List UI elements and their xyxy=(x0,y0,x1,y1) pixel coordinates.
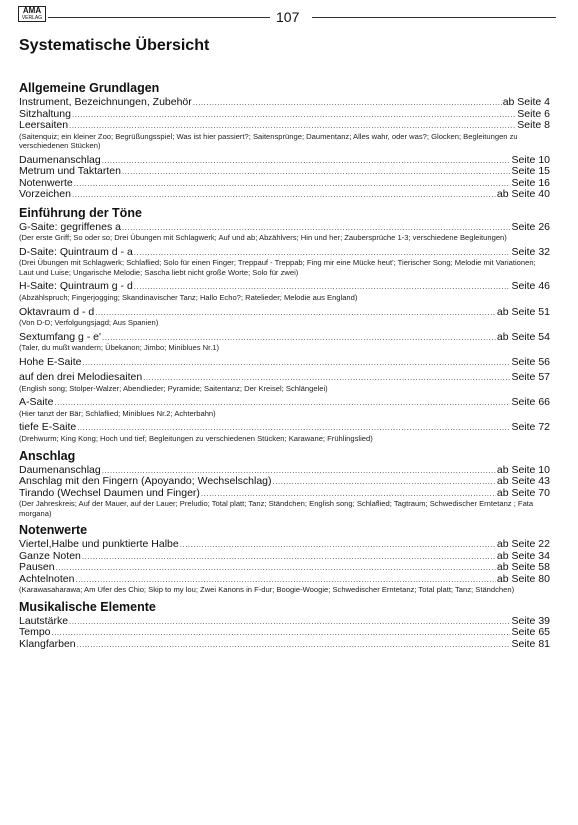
entry-label: Lautstärke xyxy=(19,614,69,627)
toc-entry-row xyxy=(19,307,550,319)
dot-leader xyxy=(56,562,496,574)
section-heading: Allgemeine Grundlagen xyxy=(19,81,160,95)
toc-entry-row xyxy=(19,539,550,551)
dot-leader xyxy=(72,109,516,121)
toc-section xyxy=(19,80,550,201)
toc-entry-row xyxy=(19,97,550,109)
toc-entry-row xyxy=(19,488,550,500)
toc-section xyxy=(19,205,550,444)
toc-entry-row xyxy=(19,189,550,201)
page-reference: Seite 8 xyxy=(517,119,550,131)
toc-entry-row xyxy=(19,109,550,121)
toc-entry-row xyxy=(19,422,550,434)
entry-description: (Saitenquiz; ein kleiner Zoo; Begrüßungsspiel; Was ist hier passiert?; Saitensprünge; Daumentanz; Alles wahr, oder was?; Glocken; Begleitungen zu verschiedenen Stücken) xyxy=(19,131,518,151)
entry-label: Ganze Noten xyxy=(19,549,81,562)
toc-entry-row xyxy=(19,222,550,234)
page-reference: Seite 56 xyxy=(511,355,550,368)
dot-leader xyxy=(69,616,510,628)
toc-entry xyxy=(19,97,550,109)
publisher-logo xyxy=(18,6,46,22)
page-reference: Seite 10 xyxy=(511,153,550,166)
page-reference: ab Seite 34 xyxy=(496,549,550,562)
entry-label: Achtelnoten xyxy=(19,572,75,585)
toc-entry xyxy=(19,562,550,574)
page-reference: ab Seite 40 xyxy=(496,188,550,201)
dot-leader xyxy=(77,639,511,651)
toc-entry-row xyxy=(19,562,550,574)
dot-leader xyxy=(180,539,496,551)
toc-section xyxy=(19,599,550,651)
entry-label: Hohe E-Saite xyxy=(19,355,82,368)
entry-label: Oktavraum d - d xyxy=(19,305,95,318)
entry-label: Anschlag mit den Fingern (Apoyando; Wechselschlag) xyxy=(19,475,272,488)
section-heading: Anschlag xyxy=(19,448,76,463)
entry-description: (Drehwurm; King Kong; Hoch und tief; Begleitungen zu verschiedenen Stücken; Karawane; Frühlingslied) xyxy=(19,433,373,443)
entry-description: (Von D-D; Verfolgungsjagd; Aus Spanien) xyxy=(19,318,159,328)
entry-label: Notenwerte xyxy=(19,176,73,189)
page-reference: ab Seite 80 xyxy=(496,572,550,585)
page-reference: Seite 26 xyxy=(511,220,550,233)
toc-entry xyxy=(19,551,550,563)
toc-entry-row xyxy=(19,476,550,488)
section-heading: Notenwerte xyxy=(19,523,88,538)
entry-label: Metrum und Taktarten xyxy=(19,165,121,178)
dot-leader xyxy=(54,397,510,409)
toc-entry-row xyxy=(19,247,550,259)
dot-leader xyxy=(82,357,510,369)
entry-description: (Karawasaharawa; Am Ufer des Chio; Skip to my lou; Zwei Kanons in F-dur; Boogie-Woogie; Schwedischer Erntetanz; Total platt; Tanz; Ständchen) xyxy=(19,585,515,595)
dot-leader xyxy=(52,627,511,639)
logo-text: AMA xyxy=(22,6,42,15)
page-reference: ab Seite 51 xyxy=(496,305,550,318)
toc-entry xyxy=(19,574,550,595)
page-reference: ab Seite 70 xyxy=(496,486,550,499)
entry-label: tiefe E-Saite xyxy=(19,421,77,434)
page-reference: Seite 66 xyxy=(511,396,550,409)
page-reference: Seite 39 xyxy=(511,614,550,627)
toc-entry xyxy=(19,247,550,278)
dot-leader xyxy=(273,476,496,488)
toc-entry-row xyxy=(19,178,550,190)
toc-entry xyxy=(19,166,550,178)
toc-entry-row xyxy=(19,627,550,639)
entry-description: (Der Jahreskreis; Auf der Mauer, auf der Lauer; Preludio; Total platt; Tanz; Ständchen; English song; Schlaflied; Tagtraum; Schwedischer Erntetanz ; Fata morgana) xyxy=(19,499,534,518)
toc-section xyxy=(19,448,550,519)
logo-subtext: VERLAG xyxy=(21,15,43,21)
dot-leader xyxy=(72,189,496,201)
page-reference: Seite 46 xyxy=(511,280,550,293)
toc-entry xyxy=(19,109,550,121)
page-reference: Seite 16 xyxy=(511,176,550,189)
toc-entry xyxy=(19,397,550,418)
toc-entry-row xyxy=(19,616,550,628)
page-title: Systematische Übersicht xyxy=(19,37,210,54)
toc-entry xyxy=(19,488,550,519)
toc-entry xyxy=(19,476,550,488)
entry-label: Leersaiten xyxy=(19,119,69,131)
header-rule-left xyxy=(48,17,270,18)
dot-leader xyxy=(82,551,496,563)
toc-entry-row xyxy=(19,120,550,132)
toc-entry-row xyxy=(19,397,550,409)
page-reference: ab Seite 58 xyxy=(496,561,550,574)
dot-leader xyxy=(77,422,510,434)
toc-entry xyxy=(19,422,550,443)
dot-leader xyxy=(201,488,496,500)
entry-label: Pausen xyxy=(19,561,55,574)
toc-entry xyxy=(19,616,550,628)
dot-leader xyxy=(69,120,516,132)
toc-entry xyxy=(19,627,550,639)
entry-description: (Abzählspruch; Fingerjogging; Skandinavischer Tanz; Hallo Echo?; Ratelieder; Melodie aus England) xyxy=(19,292,358,302)
entry-description: (English song; Stolper-Walzer; Abendlieder; Pyramide; Saitentanz; Der Kreisel; Schlängelei) xyxy=(19,383,328,393)
dot-leader xyxy=(102,155,511,167)
page-reference: ab Seite 4 xyxy=(502,96,550,108)
page-reference: Seite 15 xyxy=(511,165,550,178)
dot-leader xyxy=(122,222,511,234)
toc-section xyxy=(19,522,550,595)
entry-label: A-Saite xyxy=(19,396,54,409)
dot-leader xyxy=(75,574,495,586)
entry-label: Daumenanschlag xyxy=(19,463,101,476)
page-reference: Seite 72 xyxy=(511,421,550,434)
toc-entry-row xyxy=(19,357,550,369)
toc-entry-row xyxy=(19,281,550,293)
page-reference: ab Seite 10 xyxy=(496,463,550,476)
toc-entry-row xyxy=(19,166,550,178)
dot-leader xyxy=(134,281,511,293)
table-of-contents xyxy=(19,80,550,653)
dot-leader xyxy=(193,97,502,109)
toc-entry xyxy=(19,189,550,201)
entry-description: (Drei Übungen mit Schlagwerk; Schlaflied; Solo für einen Finger; Treppauf - Treppab; Fing mir eine Mücke heut'; Tierischer Song; Melodie mit Variationen; Laut und Luise; Ungarische Melodie; Sascha liebt nicht große Worte; Solo für zwei) xyxy=(19,258,536,277)
page-reference: ab Seite 22 xyxy=(496,538,550,551)
dot-leader xyxy=(134,247,511,259)
page-reference: Seite 57 xyxy=(511,371,550,384)
page-reference: ab Seite 54 xyxy=(496,330,550,343)
page-reference: Seite 65 xyxy=(511,626,550,639)
entry-label: Tirando (Wechsel Daumen und Finger) xyxy=(19,486,200,499)
toc-entry-row xyxy=(19,372,550,384)
dot-leader xyxy=(143,372,510,384)
page-reference: Seite 32 xyxy=(511,245,550,258)
toc-entry-row xyxy=(19,639,550,651)
entry-label: Klangfarben xyxy=(19,637,76,650)
toc-entry xyxy=(19,539,550,551)
toc-entry xyxy=(19,178,550,190)
entry-label: Instrument, Bezeichnungen, Zubehör xyxy=(19,96,192,108)
entry-description: (Hier tanzt der Bär; Schlaflied; Miniblues Nr.2; Achterbahn) xyxy=(19,408,216,418)
toc-entry xyxy=(19,639,550,651)
dot-leader xyxy=(122,166,511,178)
entry-label: Sextumfang g - e' xyxy=(19,330,101,343)
section-heading: Musikalische Elemente xyxy=(19,599,156,614)
page-reference: Seite 6 xyxy=(517,107,550,120)
toc-entry xyxy=(19,357,550,369)
entry-description: (Der erste Griff; So oder so; Drei Übungen mit Schlagwerk; Auf und ab; Abzählvers; Hin und her; Zaubersprüche 1-3; verschiedene Begleitungen) xyxy=(19,233,507,243)
entry-label: D-Saite: Quintraum d - a xyxy=(19,245,133,258)
toc-entry-row xyxy=(19,332,550,344)
entry-label: Daumenanschlag xyxy=(19,153,101,166)
page-number: 107 xyxy=(276,9,300,25)
section-heading: Einführung der Töne xyxy=(19,205,142,220)
page-reference: Seite 81 xyxy=(511,637,550,650)
entry-label: Tempo xyxy=(19,626,51,639)
entry-label: H-Saite: Quintraum g - d xyxy=(19,280,133,293)
dot-leader xyxy=(102,332,496,344)
toc-entry xyxy=(19,120,550,151)
entry-label: Viertel,Halbe und punktierte Halbe xyxy=(19,538,179,551)
toc-entry xyxy=(19,332,550,353)
toc-entry xyxy=(19,222,550,243)
header-rule-right xyxy=(312,17,556,18)
entry-label: auf den drei Melodiesaiten xyxy=(19,371,143,384)
entry-label: G-Saite: gegriffenes a xyxy=(19,220,121,233)
toc-entry xyxy=(19,372,550,393)
toc-entry-row xyxy=(19,551,550,563)
toc-entry-row xyxy=(19,574,550,586)
dot-leader xyxy=(95,307,496,319)
page-reference: ab Seite 43 xyxy=(496,475,550,488)
entry-label: Sitzhaltung xyxy=(19,107,71,120)
toc-entry xyxy=(19,307,550,328)
toc-entry xyxy=(19,281,550,302)
dot-leader xyxy=(74,178,511,190)
entry-description: (Taler, du mußt wandern; Übekanon; Jimbo; Miniblues Nr.1) xyxy=(19,343,220,353)
entry-label: Vorzeichen xyxy=(19,188,71,201)
